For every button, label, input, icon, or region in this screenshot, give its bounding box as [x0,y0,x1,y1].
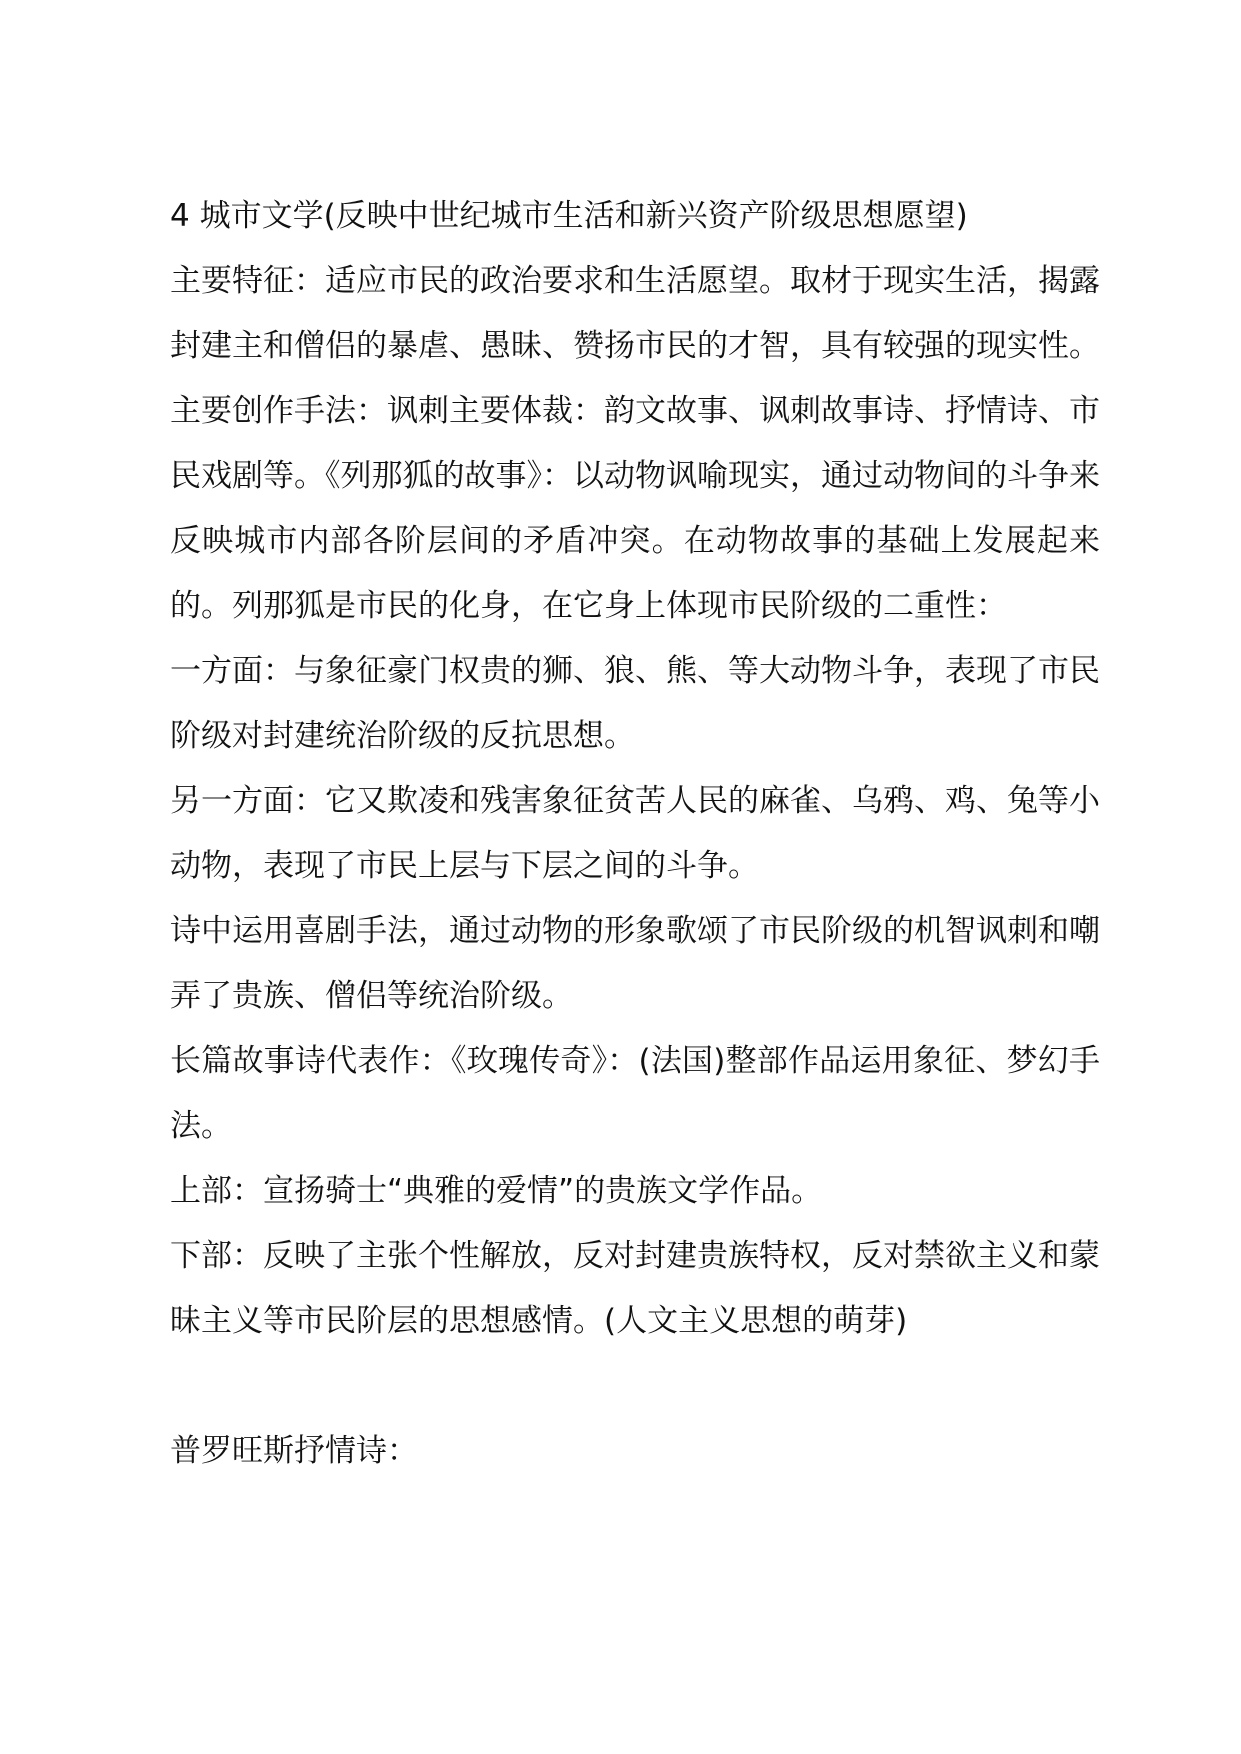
paragraph-provence-lyric: 普罗旺斯抒情诗： [170,1433,418,1469]
paragraph-other-side: 另一方面：它又欺凌和残害象征贫苦人民的麻雀、乌鸦、鸡、兔等小动物，表现了市民上层与下层之间的斗争。 [170,783,1100,884]
document-body [170,184,1100,1484]
paragraph-one-side: 一方面：与象征豪门权贵的狮、狼、熊、等大动物斗争，表现了市民阶级对封建统治阶级的反抗思想。 [170,653,1100,754]
blank-line [170,1354,1100,1419]
paragraph-romance-of-rose: 长篇故事诗代表作：《玫瑰传奇》：(法国)整部作品运用象征、梦幻手法。 [170,1043,1100,1144]
paragraph-upper-part: 上部：宣扬骑士“典雅的爱情”的贵族文学作品。 [170,1173,823,1209]
paragraph-lower-part: 下部：反映了主张个性解放，反对封建贵族特权，反对禁欲主义和蒙昧主义等市民阶层的思想感情。(人文主义思想的萌芽) [170,1238,1100,1339]
paragraph-main-features: 主要特征：适应市民的政治要求和生活愿望。取材于现实生活，揭露封建主和僧侣的暴虐、愚昧、赞扬市民的才智，具有较强的现实性。主要创作手法：讽刺主要体裁：韵文故事、讽刺故事诗、抒情诗、市民戏剧等。《列那狐的故事》：以动物讽喻现实，通过动物间的斗争来反映城市内部各阶层间的矛盾冲突。在动物故事的基础上发展起来的。列那狐是市民的化身，在它身上体现市民阶级的二重性： [170,263,1100,624]
paragraph-comedy-technique: 诗中运用喜剧手法，通过动物的形象歌颂了市民阶级的机智讽刺和嘲弄了贵族、僧侣等统治阶级。 [170,913,1100,1014]
section-heading: 4 城市文学(反映中世纪城市生活和新兴资产阶级思想愿望) [170,198,968,234]
